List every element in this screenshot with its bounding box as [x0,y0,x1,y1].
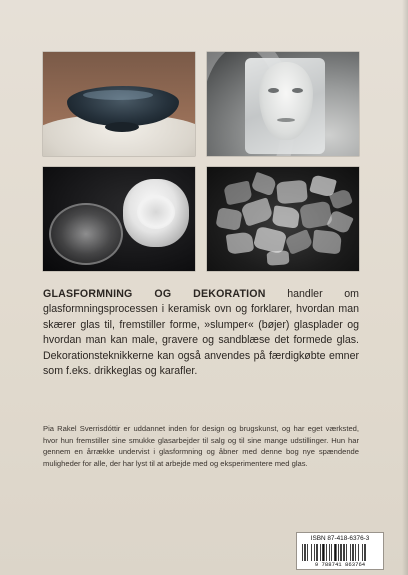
glass-shard [272,205,301,228]
barcode-bar [311,544,312,561]
description-body: handler om glasformningsprocessen i keramisk ovn og forklarer, hvordan man skærer glas til, fremstiller forme, »slumper« (bøjer) glasplader og hvordan man kan male, gravere og sandblæse det formede glas. Dekorationsteknikkerne kan også anvendes på færdigkøbte emner som f.eks. drikkeglas og karafler. [43,288,359,378]
photo-glass-mask [207,52,359,156]
barcode-bar [329,544,330,561]
frosted-bowl-inside [137,195,175,229]
barcode-bar [307,544,308,561]
glass-shard [215,207,242,231]
mask-mouth [277,118,295,122]
barcode-bar [352,544,354,561]
clear-bowl [49,203,123,265]
bowl-highlight [83,90,153,100]
barcode-bar [338,544,339,561]
barcode-bar [314,544,315,561]
barcode-number: 9 788741 863764 [314,561,366,568]
barcode-bar [316,544,318,561]
cover-edge-shadow [402,0,408,575]
glass-shard [285,229,314,255]
glass-shard [226,231,255,254]
barcode-bar [331,544,332,561]
barcode-bar [364,544,366,561]
barcode-bar [320,544,321,561]
author-bio: Pia Rakel Sverrisdóttir er uddannet inden for design og brugskunst, og har eget værksted, hvor hun fremstiller sine smukke glasarbejder til salg og til sine mange udstillinger. Hun har gennem en årrække undervist i glasformning og åbner med denne bog nye spændende muligheder for alle, der har lyst til at arbejde med og eksperimentere med glas. [43,424,359,468]
mask-right-eye [292,88,303,93]
barcode-bar [322,544,324,561]
glass-shard [240,197,273,227]
barcode [301,544,379,561]
photo-glass-shards [207,167,359,271]
photo-clear-textured-bowls [43,167,195,271]
glass-shard [312,230,342,255]
barcode-bar [358,544,359,561]
barcode-bar [362,544,363,561]
barcode-bar [350,544,351,561]
book-title-lead: GLASFORMNING OG DEKORATION [43,288,266,300]
isbn-barcode-box [296,532,384,570]
glass-shard [251,172,278,196]
barcode-bar [304,544,306,561]
glass-shard [267,250,290,266]
description-paragraph [43,287,359,379]
barcode-bar [340,544,342,561]
barcode-bar [343,544,345,561]
barcode-bar [302,544,303,561]
glass-shard [223,181,253,206]
glass-shard [276,180,308,205]
mask-left-eye [268,88,279,93]
isbn-label: ISBN 87-418-6376-3 [310,535,370,542]
barcode-bar [346,544,347,561]
barcode-bar [326,544,327,561]
bowl-foot [105,122,139,132]
photo-dark-glass-bowl [43,52,195,156]
barcode-bar [355,544,356,561]
barcode-bar [334,544,336,561]
